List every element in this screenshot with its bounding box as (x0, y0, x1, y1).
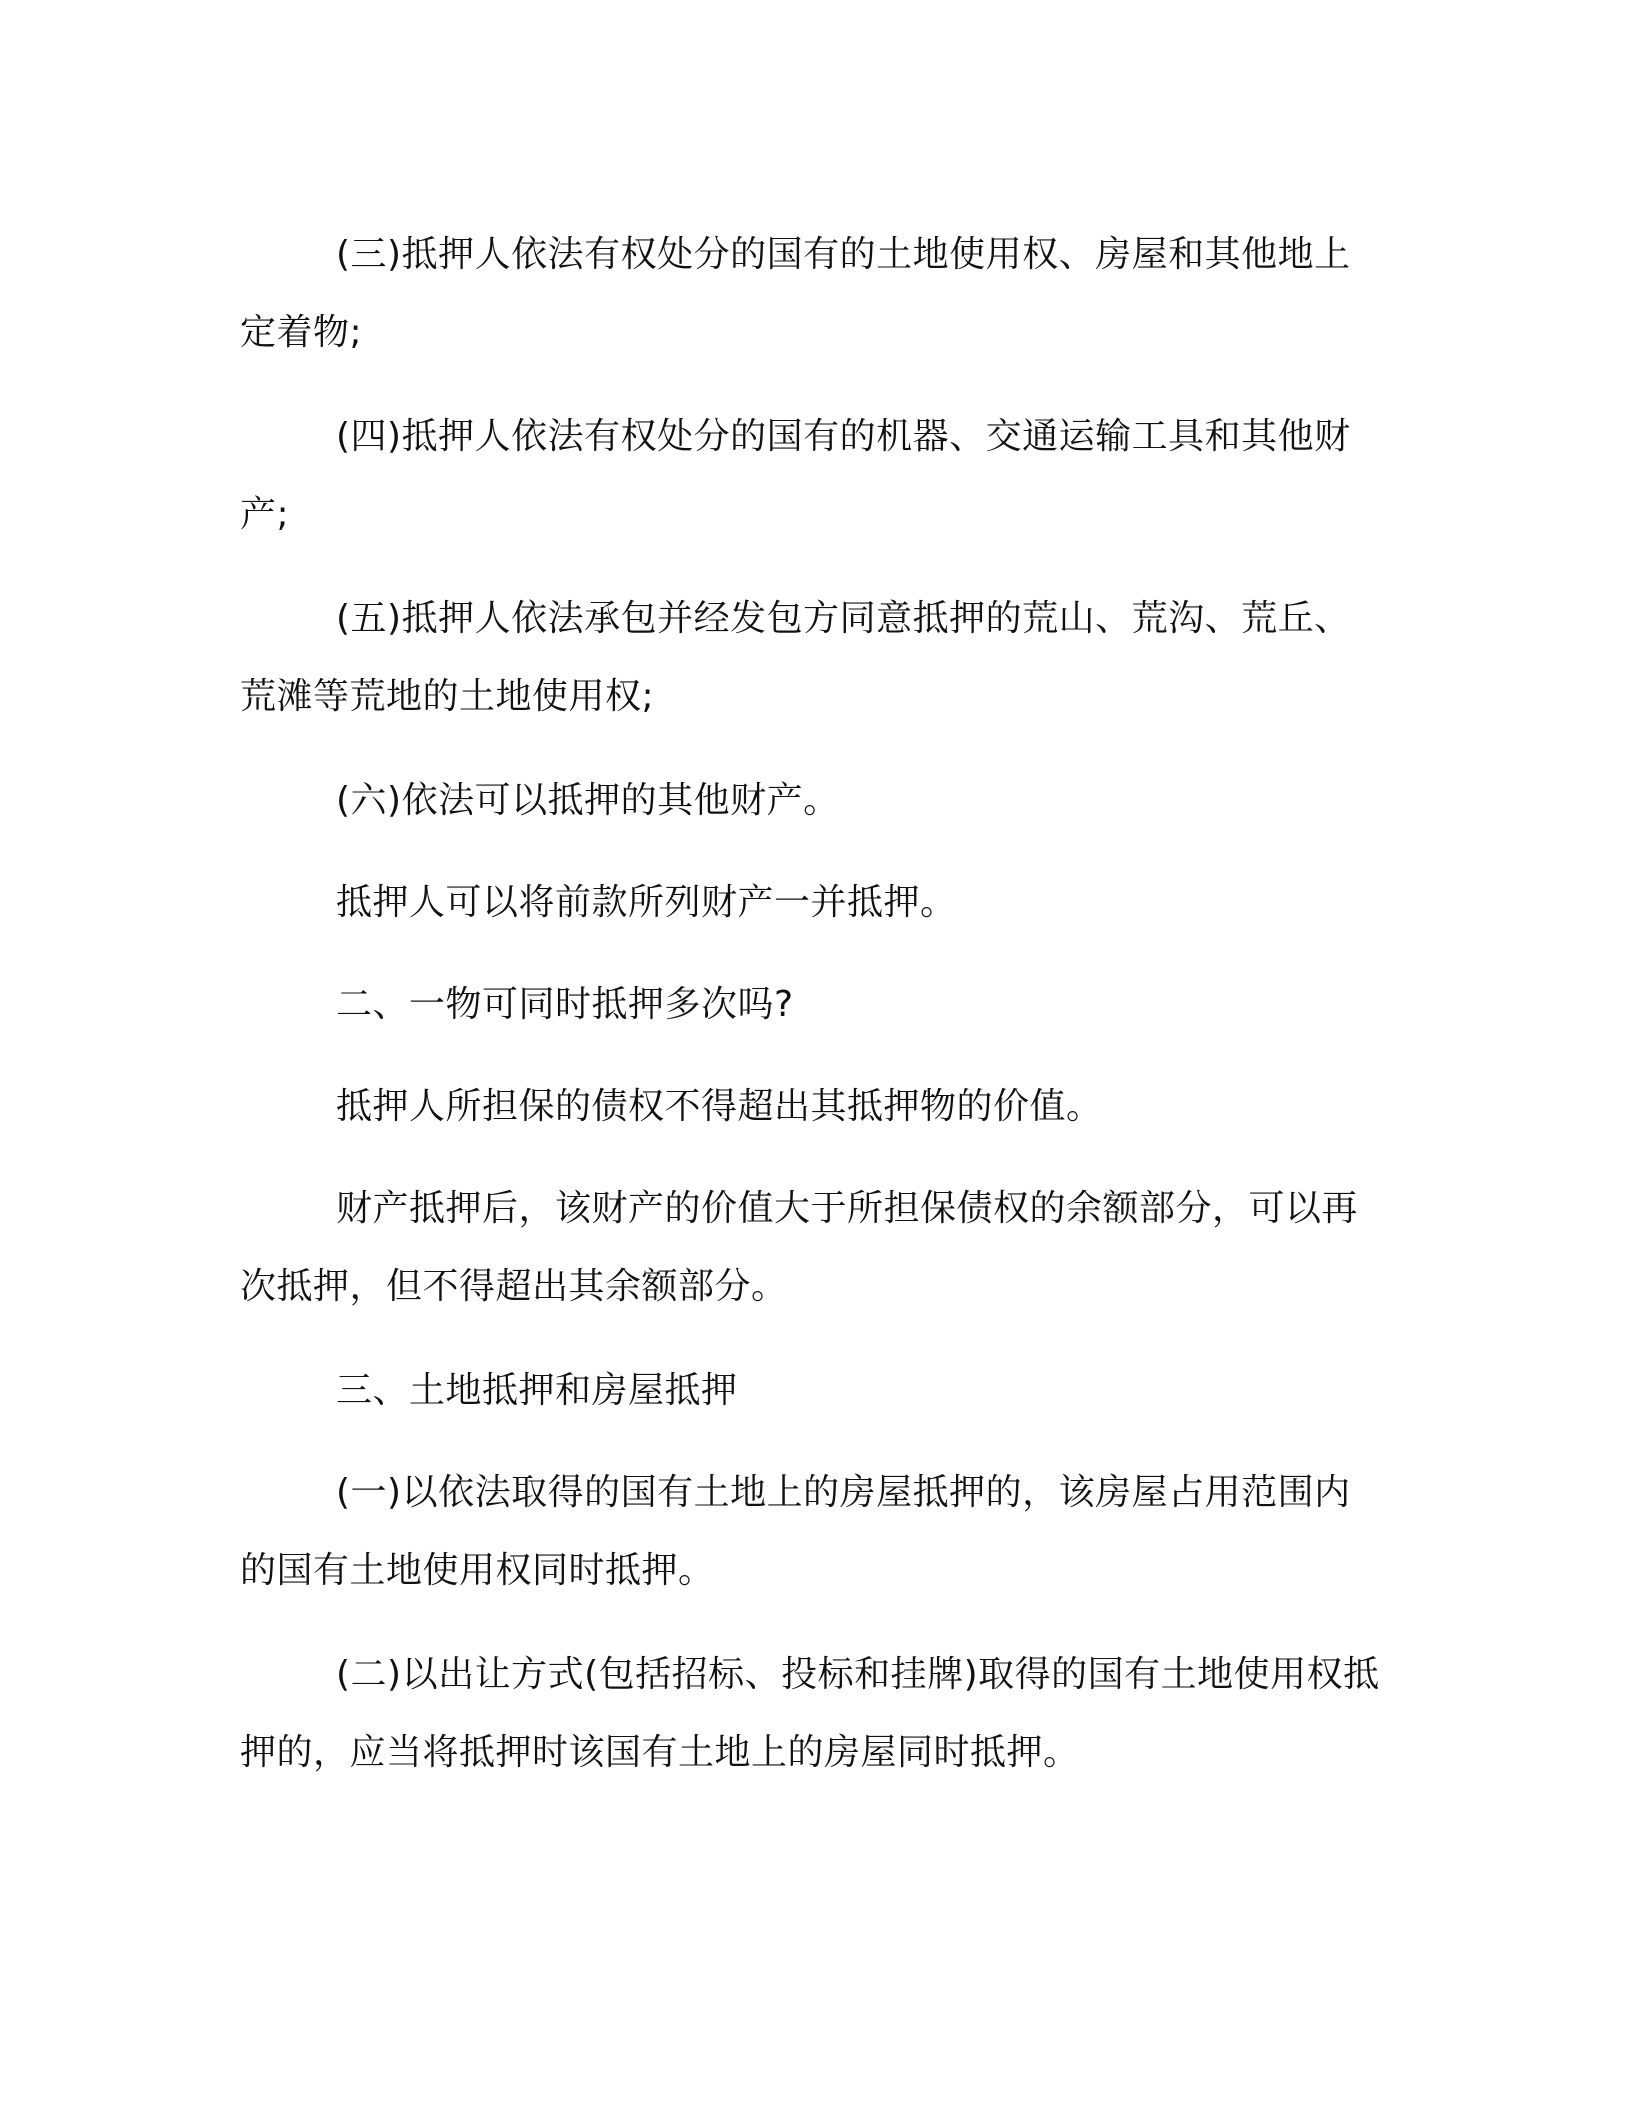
paragraph-combined-mortgage: 抵押人可以将前款所列财产一并抵押。 (336, 882, 957, 923)
paragraph-mortgage-value-limit: 抵押人所担保的债权不得超出其抵押物的价值。 (336, 1086, 1103, 1127)
paragraph-item-6: (六)依法可以抵押的其他财产。 (336, 780, 840, 821)
paragraph-item-4: (四)抵押人依法有权处分的国有的机器、交通运输工具和其他财产; (240, 416, 1351, 535)
paragraph-item-5: (五)抵押人依法承包并经发包方同意抵押的荒山、荒沟、荒丘、荒滩等荒地的土地使用权; (240, 598, 1351, 717)
section-heading-3: 三、土地抵押和房屋抵押 (336, 1370, 738, 1411)
paragraph-item-3: (三)抵押人依法有权处分的国有的土地使用权、房屋和其他地上定着物; (240, 234, 1351, 353)
paragraph-re-mortgage: 财产抵押后，该财产的价值大于所担保债权的余额部分，可以再次抵押，但不得超出其余额部分。 (240, 1188, 1359, 1307)
paragraph-item-1: (一)以依法取得的国有土地上的房屋抵押的，该房屋占用范围内的国有土地使用权同时抵押。 (240, 1472, 1351, 1591)
paragraph-item-2: (二)以出让方式(包括招标、投标和挂牌)取得的国有土地使用权抵押的，应当将抵押时该国有土地上的房屋同时抵押。 (240, 1654, 1380, 1773)
section-heading-2: 二、一物可同时抵押多次吗? (336, 984, 794, 1025)
